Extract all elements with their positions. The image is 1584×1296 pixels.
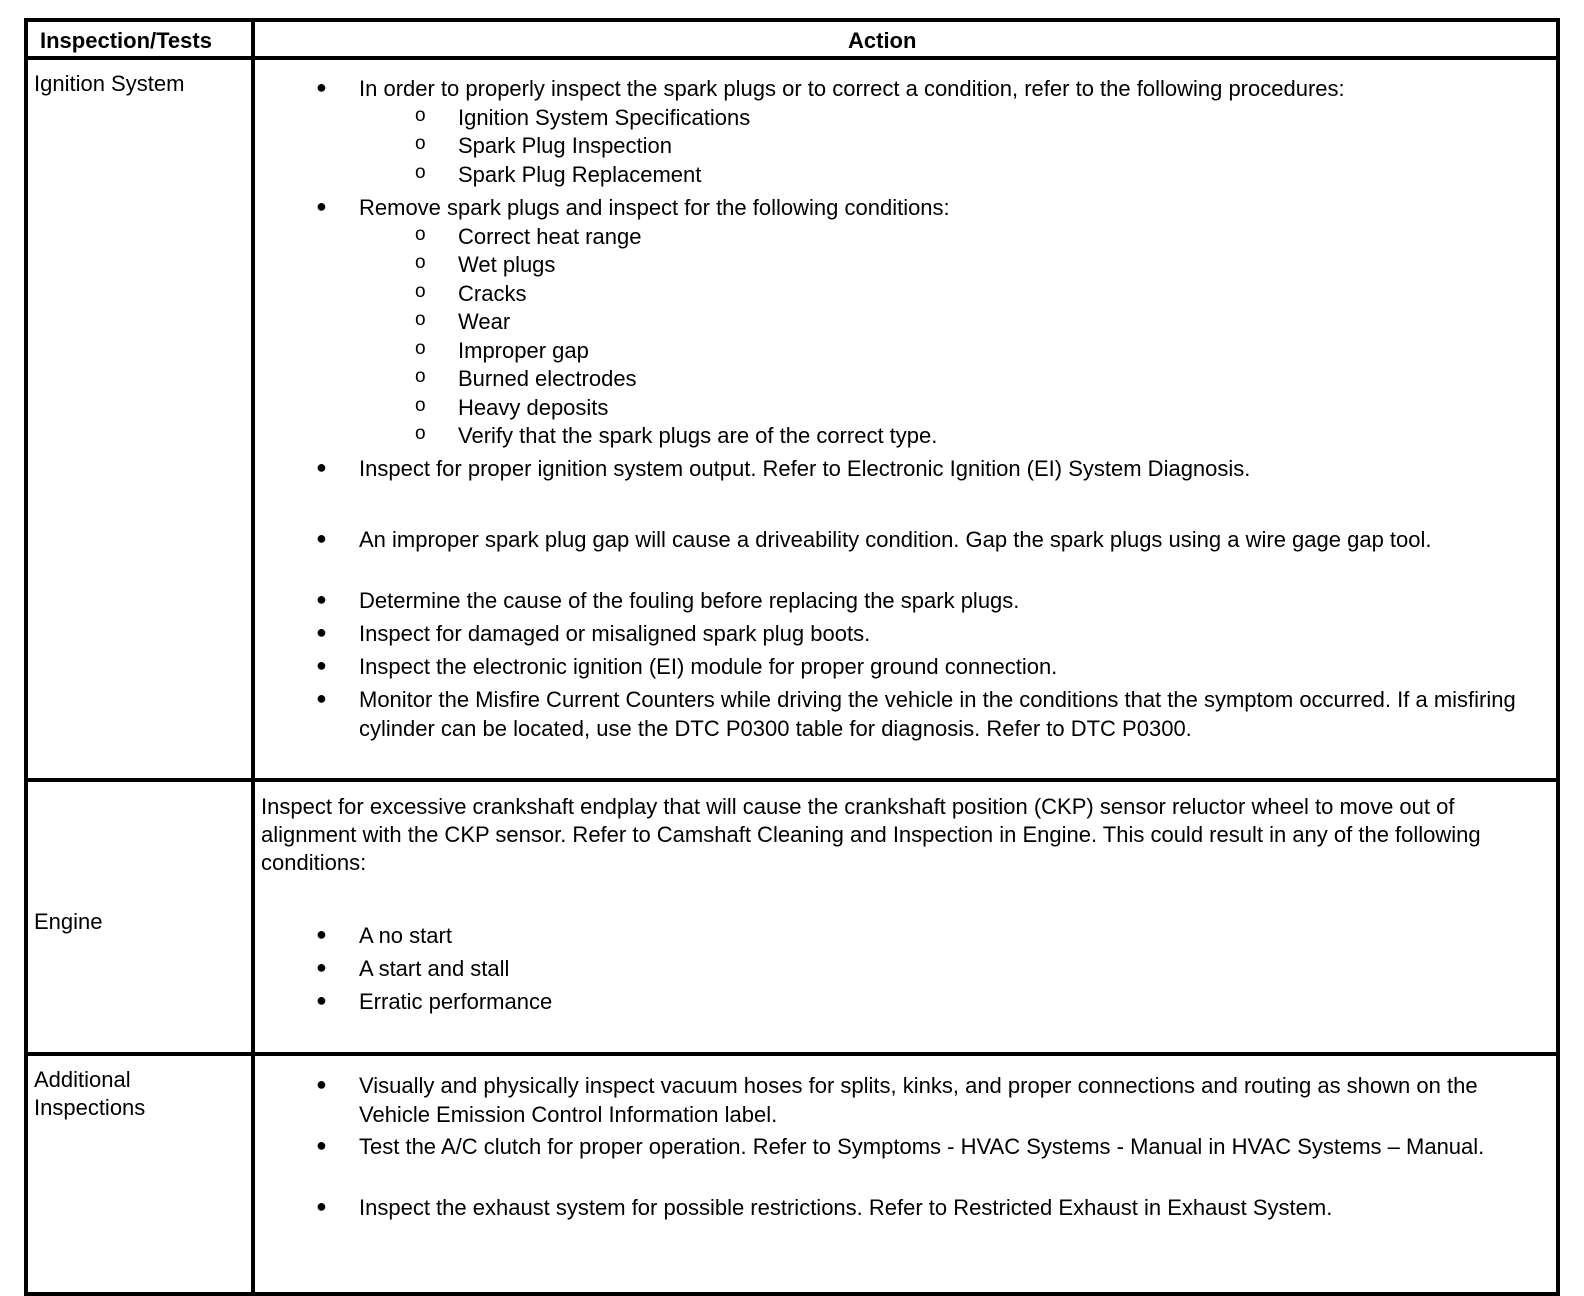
row-divider xyxy=(28,1052,1556,1056)
ignition-item-3: Inspect for proper ignition system output. Refer to Electronic Ignition (EI) System Diagnosis. xyxy=(359,456,1251,481)
ignition-sub-item: Improper gap xyxy=(458,338,589,363)
ignition-sub-item: Heavy deposits xyxy=(458,395,609,420)
bullet-icon: ● xyxy=(316,924,327,944)
bullet-icon: ● xyxy=(316,1135,327,1155)
bullet-icon: ● xyxy=(316,528,327,548)
ignition-sub-item: Cracks xyxy=(458,281,527,306)
bullet-icon: ● xyxy=(316,457,327,477)
ignition-item-1: In order to properly inspect the spark plugs or to correct a condition, refer to the following procedures: xyxy=(359,76,1345,101)
engine-item-2: A start and stall xyxy=(359,956,510,981)
bullet-icon: ● xyxy=(316,1196,327,1216)
ignition-item-2: Remove spark plugs and inspect for the following conditions: xyxy=(359,195,950,220)
ignition-item-7: Inspect the electronic ignition (EI) module for proper ground connection. xyxy=(359,654,1058,679)
bullet-icon: ● xyxy=(316,622,327,642)
ignition-sub-item: Spark Plug Replacement xyxy=(458,162,702,187)
bullet-icon: ● xyxy=(316,196,327,216)
engine-intro: Inspect for excessive crankshaft endplay that will cause the crankshaft position (CKP) sensor reluctor wheel to move out of alignment with the CKP sensor. Refer to Camshaft Cleaning and Inspection in Engine. This could result in any of the following conditions: xyxy=(261,794,1481,875)
circle-bullet-icon: o xyxy=(415,162,426,183)
ignition-sub-item: Verify that the spark plugs are of the correct type. xyxy=(458,423,938,448)
bullet-icon: ● xyxy=(316,990,327,1010)
ignition-sub-item: Wear xyxy=(458,309,511,334)
bullet-icon: ● xyxy=(316,957,327,977)
engine-item-3: Erratic performance xyxy=(359,989,553,1014)
header-divider xyxy=(28,56,1556,60)
circle-bullet-icon: o xyxy=(415,105,426,126)
additional-item-2: Test the A/C clutch for proper operation. Refer to Symptoms - HVAC Systems - Manual in HVAC Systems – Manual. xyxy=(359,1134,1485,1159)
ignition-item-4: An improper spark plug gap will cause a driveability condition. Gap the spark plugs using a wire gage gap tool. xyxy=(359,527,1432,552)
ignition-sub-item: Spark Plug Inspection xyxy=(458,133,673,158)
bullet-icon: ● xyxy=(316,688,327,708)
ignition-sub-item: Burned electrodes xyxy=(458,366,637,391)
bullet-icon: ● xyxy=(316,655,327,675)
circle-bullet-icon: o xyxy=(415,366,426,387)
row-divider xyxy=(28,778,1556,782)
circle-bullet-icon: o xyxy=(415,252,426,273)
ignition-sub-item: Wet plugs xyxy=(458,252,556,277)
circle-bullet-icon: o xyxy=(415,338,426,359)
circle-bullet-icon: o xyxy=(415,224,426,245)
ignition-item-6: Inspect for damaged or misaligned spark plug boots. xyxy=(359,621,871,646)
engine-item-1: A no start xyxy=(359,923,452,948)
bullet-icon: ● xyxy=(316,589,327,609)
ignition-item-8: Monitor the Misfire Current Counters while driving the vehicle in the conditions that the symptom occurred. If a misfiring cylinder can be located, use the DTC P0300 table for diagnosis. Refer to DTC P0300. xyxy=(359,687,1516,741)
circle-bullet-icon: o xyxy=(415,395,426,416)
circle-bullet-icon: o xyxy=(415,133,426,154)
inspection-table xyxy=(24,18,1560,1296)
ignition-item-5: Determine the cause of the fouling before replacing the spark plugs. xyxy=(359,588,1020,613)
bullet-icon: ● xyxy=(316,1074,327,1094)
circle-bullet-icon: o xyxy=(415,423,426,444)
header-inspection-tests: Inspection/Tests xyxy=(40,28,212,53)
row-label-ignition: Ignition System xyxy=(34,71,185,96)
circle-bullet-icon: o xyxy=(415,281,426,302)
row-label-engine: Engine xyxy=(34,909,103,934)
header-action: Action xyxy=(848,28,917,53)
additional-item-1: Visually and physically inspect vacuum hoses for splits, kinks, and proper connections and routing as shown on the Vehicle Emission Control Information label. xyxy=(359,1073,1478,1127)
additional-item-3: Inspect the exhaust system for possible restrictions. Refer to Restricted Exhaust in Exhaust System. xyxy=(359,1195,1333,1220)
ignition-sub-item: Ignition System Specifications xyxy=(458,105,751,130)
bullet-icon: ● xyxy=(316,77,327,97)
column-divider xyxy=(251,22,255,1292)
circle-bullet-icon: o xyxy=(415,309,426,330)
row-label-additional-inspections: Additional Inspections xyxy=(34,1067,146,1120)
ignition-sub-item: Correct heat range xyxy=(458,224,642,249)
